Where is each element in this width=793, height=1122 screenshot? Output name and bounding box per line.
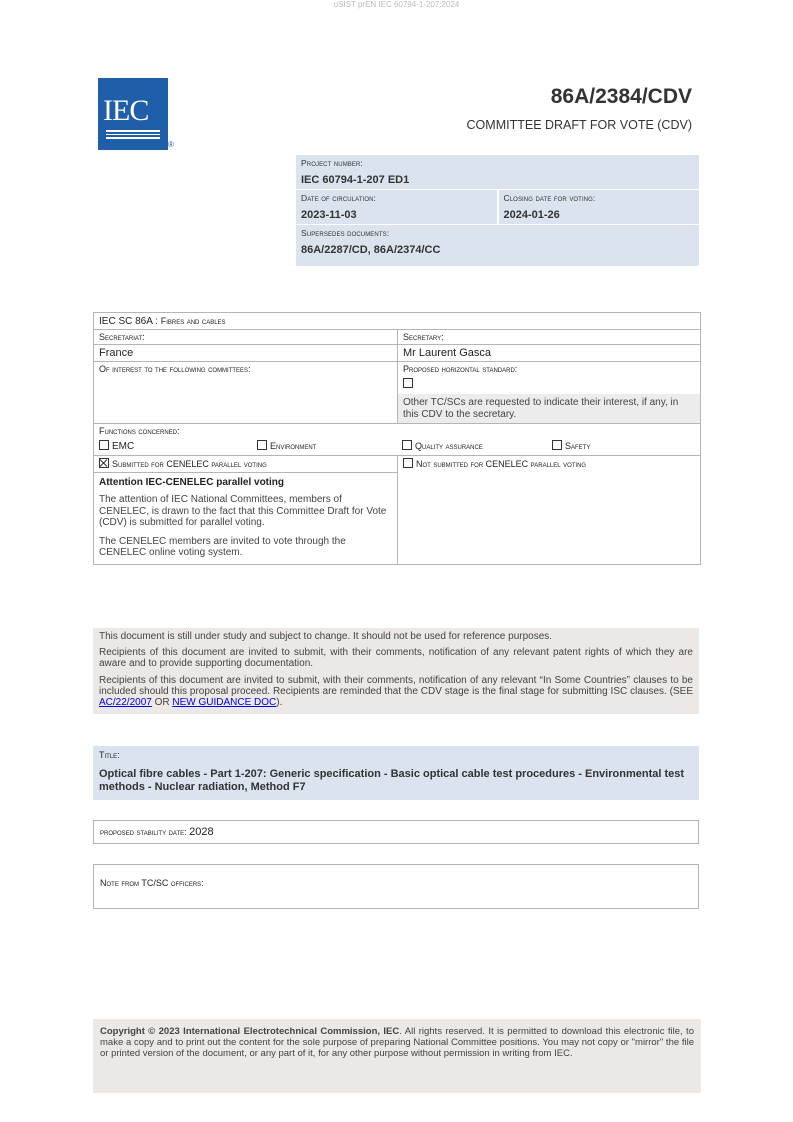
safety-label: Safety	[565, 441, 591, 451]
not-submitted-checkbox[interactable]	[403, 458, 413, 468]
interest-label: Of interest to the following committees:	[99, 364, 251, 374]
stability-date-value: 2028	[189, 826, 214, 838]
emc-label: EMC	[112, 441, 135, 452]
function-emc[interactable]	[94, 438, 252, 455]
project-number-row	[296, 155, 699, 190]
functions-label: Functions concerned:	[99, 426, 180, 436]
officers-note-label: Note from TC/SC officers:	[100, 878, 204, 888]
sc-prefix: IEC SC 86A :	[99, 316, 161, 327]
attention-paragraph-2: The CENELEC members are invited to vote through the CENELEC online voting system.	[99, 535, 346, 558]
secretariat-value: France	[99, 347, 134, 359]
horizontal-label: Proposed horizontal standard:	[403, 364, 518, 374]
attention-title: Attention IEC-CENELEC parallel voting	[99, 477, 285, 488]
submitted-checkbox-checked[interactable]	[99, 458, 109, 468]
horizontal-cell	[398, 362, 700, 423]
closing-date-value: 2024-01-26	[503, 209, 560, 221]
attention-paragraph-1: The attention of IEC National Committees, members of CENELEC, is drawn to the fact that this Committee Draft for Vote (CDV) is submitted for parallel voting.	[99, 494, 387, 528]
interest-cell	[94, 362, 398, 423]
notice-paragraph-3	[99, 675, 693, 709]
committee-table	[93, 312, 701, 565]
emc-checkbox[interactable]	[99, 440, 109, 450]
logo-lines	[106, 130, 160, 141]
function-safety[interactable]	[547, 438, 595, 455]
supersedes-row	[296, 225, 699, 266]
sc-name: Fibres and cables	[160, 316, 226, 326]
document-number: 86A/2384/CDV	[550, 85, 692, 108]
horizontal-note: Other TC/SCs are requested to indicate their interest, if any, in this CDV to the secretary.	[398, 394, 700, 423]
cenelec-submitted-cell	[94, 456, 398, 564]
new-guidance-doc-link[interactable]: NEW GUIDANCE DOC	[172, 696, 277, 708]
secretary-value: Mr Laurent Gasca	[403, 347, 492, 359]
secretary-cell	[398, 330, 700, 361]
function-environment[interactable]	[252, 438, 321, 455]
functions-options	[94, 438, 700, 455]
cenelec-not-submitted-option[interactable]	[398, 456, 700, 472]
circulation-date-cell	[296, 190, 499, 224]
quality-label: Quality assurance	[415, 441, 483, 451]
stability-date-label: proposed stability date:	[100, 827, 190, 837]
cenelec-submitted-option[interactable]	[94, 456, 397, 473]
cenelec-not-submitted-label: Not submitted for CENELEC parallel voting	[416, 459, 587, 469]
sc-row	[94, 313, 700, 330]
document-type: COMMITTEE DRAFT FOR VOTE (CDV)	[466, 118, 692, 132]
cenelec-submitted-label: Submitted for CENELEC parallel voting	[112, 459, 267, 469]
circulation-date-value: 2023-11-03	[301, 209, 357, 221]
title-box	[93, 746, 699, 800]
project-info-panel	[296, 155, 699, 266]
cenelec-not-submitted-cell	[398, 456, 700, 564]
notice-paragraph-2: Recipients of this document are invited to submit, with their comments, notification of any relevant patent rights of which they are aware and to provide supporting documentation.	[99, 647, 693, 670]
officers-note-box	[93, 864, 699, 909]
closing-date-label: Closing date for voting:	[503, 193, 596, 203]
notice-p3-text: Recipients of this document are invited to submit, with their comments, notification of any relevant “In Some Countries” clauses to be included should this proposal proceed. Recipients are reminded that the CDV stage is the final stage for submitting ISC clauses. (SEE	[99, 674, 693, 697]
function-quality[interactable]	[397, 438, 547, 455]
copyright-notice	[93, 1019, 701, 1093]
notice-box	[93, 628, 699, 714]
functions-row	[94, 424, 700, 456]
horizontal-checkbox[interactable]	[403, 378, 413, 388]
functions-right	[397, 438, 700, 455]
watermark: oSIST prEN IEC 60794-1-207:2024	[333, 0, 460, 9]
document-title: Optical fibre cables - Part 1-207: Generic specification - Basic optical cable test procedures - Environmental test methods - Nuclear radiation, Method F7	[99, 768, 685, 794]
notice-end: ).	[276, 696, 283, 708]
notice-paragraph-1: This document is still under study and subject to change. It should not be used for reference purposes.	[99, 631, 553, 642]
copyright-holder: Copyright © 2023 International Electrotechnical Commission, IEC	[100, 1026, 400, 1037]
functions-left	[94, 438, 397, 455]
environment-label: Environment	[270, 441, 317, 451]
horizontal-checkbox-row	[398, 376, 700, 394]
project-number-value: IEC 60794-1-207 ED1	[301, 174, 410, 186]
project-number-label: Project number:	[301, 158, 363, 168]
closing-date-cell	[499, 190, 700, 224]
quality-checkbox[interactable]	[402, 440, 412, 450]
secretariat-label: Secretariat:	[94, 330, 397, 345]
title-label: Title:	[99, 750, 120, 760]
interest-row	[94, 362, 700, 424]
supersedes-value: 86A/2287/CD, 86A/2374/CC	[301, 244, 441, 256]
logo-text: IEC	[103, 94, 149, 127]
safety-checkbox[interactable]	[552, 440, 562, 450]
stability-date-box	[93, 820, 699, 844]
notice-or: OR	[151, 696, 173, 708]
ac-22-2007-link[interactable]: AC/22/2007	[99, 696, 152, 708]
circulation-date-label: Date of circulation:	[301, 193, 377, 203]
secretariat-cell	[94, 330, 398, 361]
dates-row	[296, 190, 699, 225]
registered-mark: ®	[168, 140, 174, 149]
cenelec-row	[94, 456, 700, 564]
copyright-text: . All rights reserved. It is permitted to download this electronic file, to make a copy and to print out the content for the sole purpose of preparing National Committee positions. You may not copy or "mirror" the file or printed version of the document, or any part of it, for any other purpose without permission in writing from IEC.	[100, 1026, 694, 1059]
secretariat-row	[94, 330, 700, 362]
supersedes-label: Supersedes documents:	[301, 228, 390, 238]
iec-logo	[98, 78, 168, 150]
environment-checkbox[interactable]	[257, 440, 267, 450]
secretary-label: Secretary:	[398, 330, 700, 345]
